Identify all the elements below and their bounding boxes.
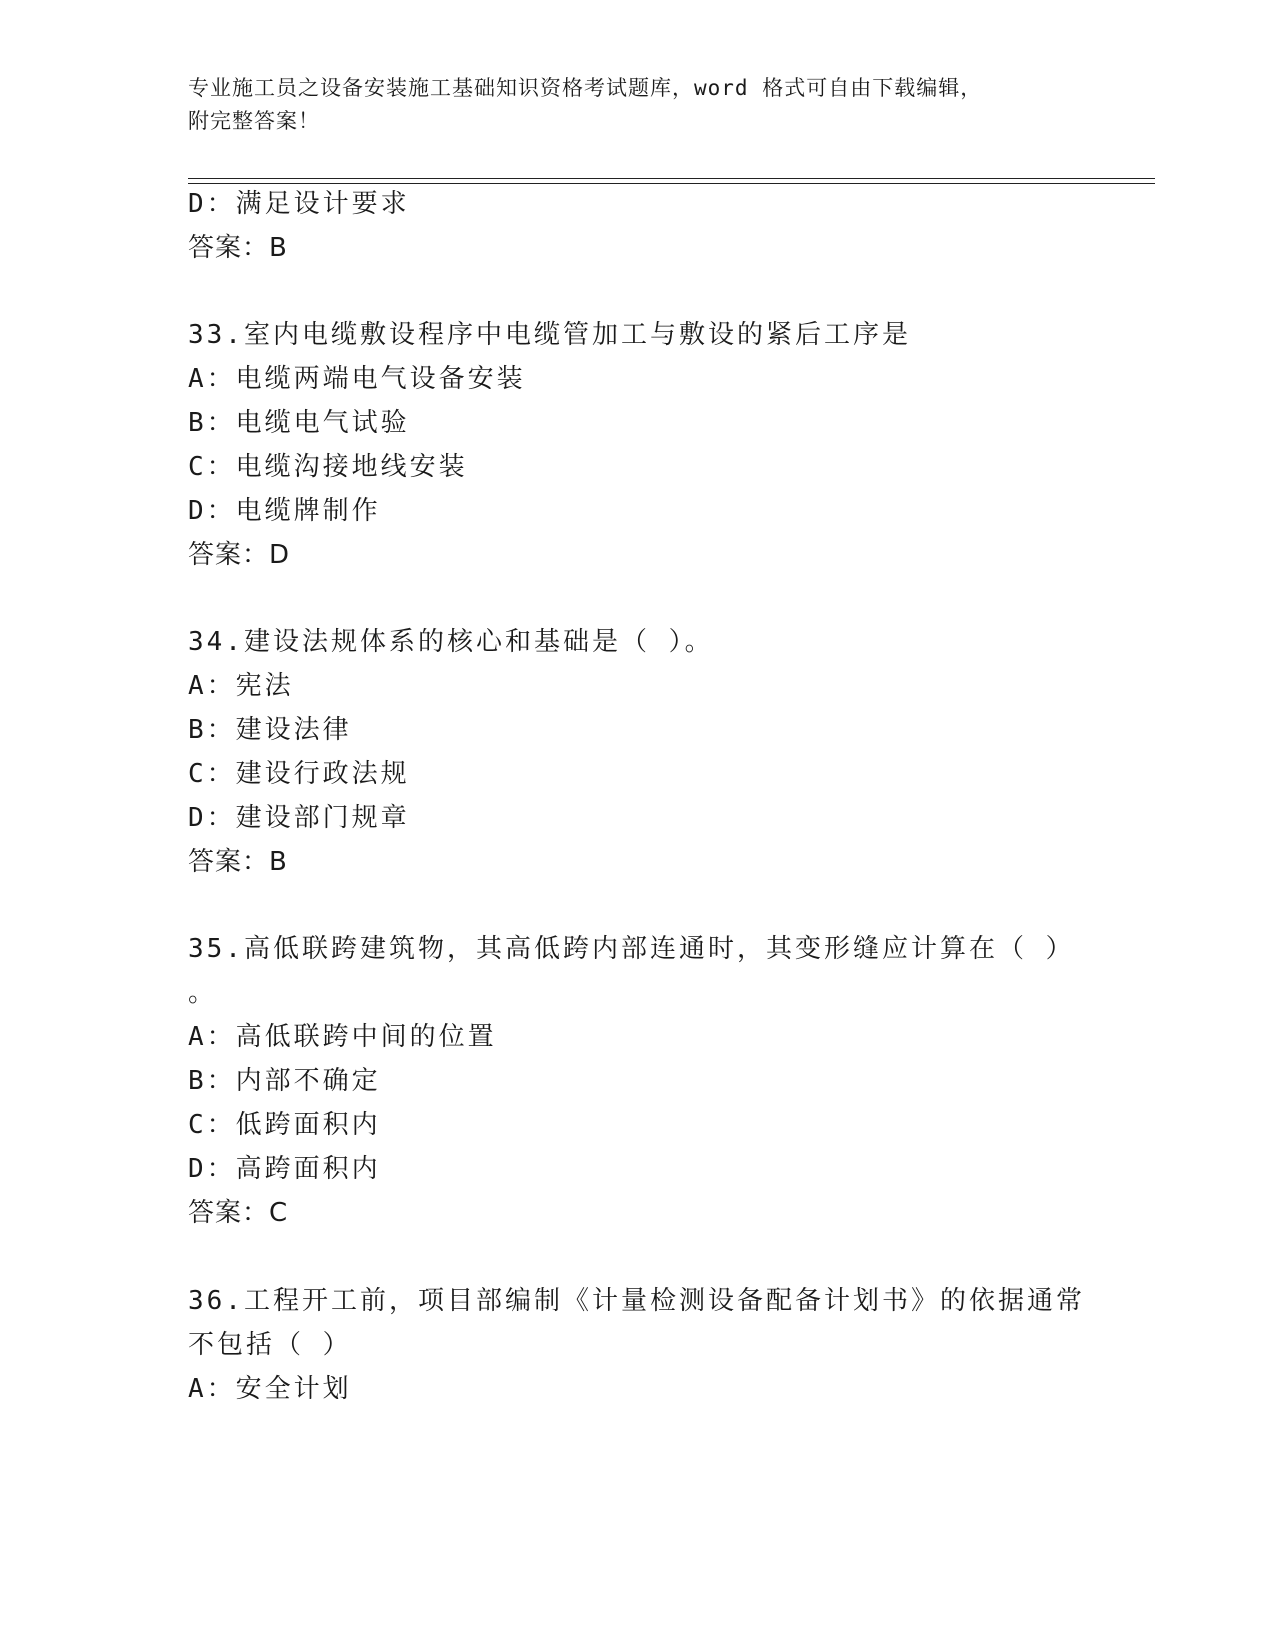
q33-stem: 33.室内电缆敷设程序中电缆管加工与敷设的紧后工序是 <box>188 320 911 350</box>
q35-answer: 答案：C <box>188 1198 289 1228</box>
q35-option-a: A：高低联跨中间的位置 <box>188 1022 497 1052</box>
q33-answer: 答案：D <box>188 540 291 570</box>
header-line-1: 专业施工员之设备安装施工基础知识资格考试题库，word 格式可自由下载编辑， <box>188 76 983 100</box>
q33-option-d: D：电缆牌制作 <box>188 496 381 526</box>
q35-stem: 35.高低联跨建筑物，其高低跨内部连通时，其变形缝应计算在（ ） <box>188 934 1075 964</box>
header-divider-bottom <box>188 183 1155 184</box>
q33-option-c: C：电缆沟接地线安装 <box>188 452 468 482</box>
q36-stem: 36.工程开工前，项目部编制《计量检测设备配备计划书》的依据通常 <box>188 1286 1085 1316</box>
q34-option-b: B：建设法律 <box>188 715 352 745</box>
q35-option-b: B：内部不确定 <box>188 1066 381 1096</box>
q34-option-c: C：建设行政法规 <box>188 759 410 789</box>
q34-option-d: D：建设部门规章 <box>188 803 410 833</box>
q33-option-b: B：电缆电气试验 <box>188 408 410 438</box>
q34-stem: 34.建设法规体系的核心和基础是（ ）。 <box>188 627 714 657</box>
q36-option-a: A：安全计划 <box>188 1374 352 1404</box>
q34-answer: 答案：B <box>188 847 288 877</box>
document-header <box>188 72 1068 138</box>
prev-option-d: D：满足设计要求 <box>188 189 410 219</box>
q35-option-c: C：低跨面积内 <box>188 1110 381 1140</box>
prev-answer: 答案：B <box>188 233 288 263</box>
q34-option-a: A：宪法 <box>188 671 294 701</box>
q36-stem-continued: 不包括（ ） <box>188 1330 352 1360</box>
header-divider-top <box>188 178 1155 179</box>
q35-option-d: D：高跨面积内 <box>188 1154 381 1184</box>
header-line-2: 附完整答案！ <box>188 109 320 133</box>
q35-stem-continued: 。 <box>188 978 218 1008</box>
q33-option-a: A：电缆两端电气设备安装 <box>188 364 526 394</box>
